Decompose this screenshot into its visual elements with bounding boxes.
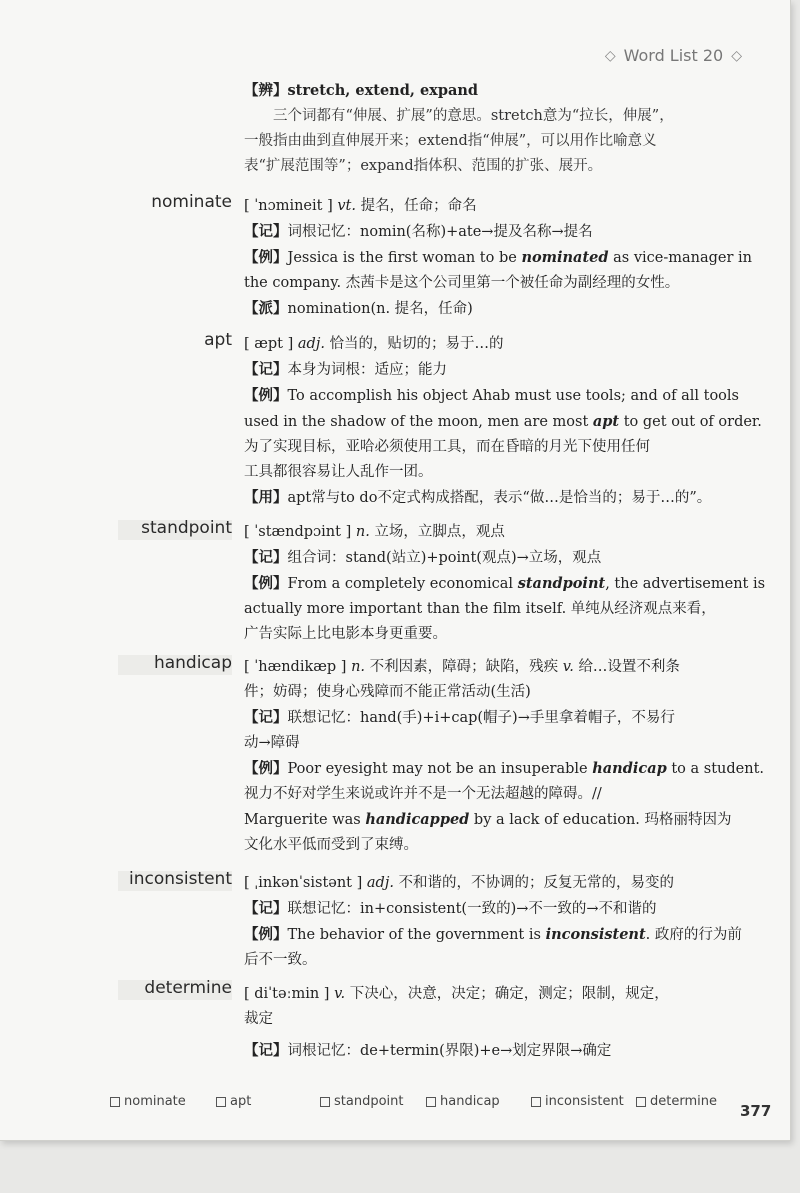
usage-note: apt常与to do不定式构成搭配，表示“做…是恰当的；易于…的”。: [287, 490, 712, 506]
checkbox-icon[interactable]: [426, 1097, 436, 1107]
memory-note: 组合词：stand(站立)+point(观点)→立场，观点: [287, 550, 602, 566]
example-keyword: nominated: [521, 249, 609, 266]
word-list-title: Word List 20: [623, 46, 724, 65]
checklist-item[interactable]: [636, 1094, 717, 1109]
memory-note: 词根记忆：nomin(名称)+ate→提及名称→提名: [287, 224, 593, 240]
checkbox-icon[interactable]: [320, 1097, 330, 1107]
checklist-item[interactable]: [426, 1094, 500, 1109]
derivative-note: nomination(n. 提名，任命): [287, 301, 473, 317]
entry-determine: [244, 982, 754, 1064]
definition: 不利因素，障碍；缺陷，残疾: [369, 659, 559, 675]
li-tag: 【例】: [244, 387, 288, 404]
definition: 件；妨碍；使身心残障而不能正常活动(生活): [244, 684, 531, 700]
bian-block: [244, 78, 754, 179]
definition: 给…设置不利条: [578, 659, 680, 675]
checklist-item[interactable]: [531, 1094, 624, 1109]
phonetic: [ diˈtəːmin ]: [244, 986, 330, 1002]
example-text: by a lack of education. 玛格丽特因为: [469, 812, 732, 828]
example-text: To accomplish his object Ahab must use tools; and of all tools: [287, 388, 739, 404]
example-translation: 视力不好对学生来说或许并不是一个无法超越的障碍。//: [244, 786, 602, 802]
example-text: to a student.: [666, 761, 765, 777]
part-of-speech: adj.: [297, 336, 325, 352]
entry-handicap: [244, 655, 765, 858]
checklist-label: handicap: [440, 1094, 500, 1109]
example-translation: 文化水平低而受到了束缚。: [244, 837, 418, 853]
li-tag: 【例】: [244, 249, 288, 266]
definition: 恰当的，贴切的；易于…的: [329, 336, 504, 352]
checklist-label: standpoint: [334, 1094, 404, 1109]
li-tag: 【例】: [244, 926, 288, 943]
part-of-speech: v.: [562, 659, 574, 675]
bian-line-2: 一般指由曲到直伸展开来；extend指“伸展”，可以用作比喻意义: [244, 133, 657, 149]
example-text: Jessica is the first woman to be: [287, 250, 522, 266]
checklist-label: nominate: [124, 1094, 186, 1109]
li-tag: 【例】: [244, 760, 288, 777]
checklist-label: apt: [230, 1094, 252, 1109]
example-text: The behavior of the government is: [287, 927, 546, 943]
example-text: as vice-manager in: [608, 250, 753, 266]
example-translation: 广告实际上比电影本身更重要。: [244, 626, 447, 642]
definition: 立场，立脚点，观点: [374, 524, 505, 540]
ji-tag: 【记】: [244, 549, 288, 566]
example-translation: 后不一致。: [244, 952, 317, 968]
headword-nominate: nominate: [151, 192, 232, 212]
ji-tag: 【记】: [244, 361, 288, 378]
bian-line-3: 表“扩展范围等”；expand指体积、范围的扩张、展开。: [244, 158, 603, 174]
checkbox-icon[interactable]: [110, 1097, 120, 1107]
headword-handicap: handicap: [153, 653, 232, 673]
bian-line-1: 三个词都有“伸展、扩展”的意思。stretch意为“拉长，伸展”，: [273, 108, 674, 124]
ji-tag: 【记】: [244, 1042, 288, 1059]
ji-tag: 【记】: [244, 223, 288, 240]
example-text: Marguerite was: [244, 812, 366, 828]
memory-note: 联想记忆：in+consistent(一致的)→不一致的→不和谐的: [287, 901, 657, 917]
example-keyword: handicapped: [365, 811, 470, 828]
page-header: [605, 46, 742, 65]
phonetic: [ æpt ]: [244, 336, 294, 352]
checkbox-icon[interactable]: [216, 1097, 226, 1107]
entry-nominate: [244, 194, 754, 322]
example-translation: 为了实现目标，亚哈必须使用工具，而在昏暗的月光下使用任何: [244, 439, 650, 455]
definition: 提名，任命；命名: [360, 198, 477, 214]
example-text: actually more important than the film itself. 单纯从经济观点来看，: [244, 601, 716, 617]
definition: 下决心，决意，决定；确定，测定；限制，规定，: [349, 986, 669, 1002]
checklist-item[interactable]: [320, 1094, 403, 1109]
headword-determine: determine: [144, 978, 232, 998]
example-text: the company. 杰茜卡是这个公司里第一个被任命为副经理的女性。: [244, 275, 680, 291]
memory-note: 本身为词根：适应；能力: [287, 362, 447, 378]
phonetic: [ ˈnɔmineit ]: [244, 198, 333, 214]
headword-standpoint: standpoint: [141, 518, 232, 538]
example-keyword: standpoint: [517, 575, 606, 592]
definition: 不和谐的，不协调的；反复无常的，易变的: [398, 875, 675, 891]
bian-tag: 【辨】: [244, 82, 288, 99]
diamond-icon-right: ◇: [731, 47, 742, 64]
phonetic: [ ˈstændpɔint ]: [244, 524, 352, 540]
li-tag: 【例】: [244, 575, 288, 592]
example-text: to get out of order.: [619, 414, 762, 430]
headword-inconsistent: inconsistent: [128, 869, 232, 889]
example-text: Poor eyesight may not be an insuperable: [287, 761, 593, 777]
example-keyword: apt: [592, 413, 620, 430]
bian-words: stretch, extend, expand: [287, 82, 479, 99]
ji-tag: 【记】: [244, 900, 288, 917]
yong-tag: 【用】: [244, 489, 288, 506]
entry-inconsistent: [244, 871, 754, 973]
example-text: used in the shadow of the moon, men are most: [244, 414, 593, 430]
checkbox-icon[interactable]: [531, 1097, 541, 1107]
memory-note: 动→障碍: [244, 735, 300, 751]
checkbox-icon[interactable]: [636, 1097, 646, 1107]
diamond-icon-left: ◇: [604, 47, 616, 64]
part-of-speech: adj.: [366, 875, 394, 891]
pai-tag: 【派】: [244, 300, 288, 317]
example-text: . 政府的行为前: [645, 927, 742, 943]
entry-standpoint: [244, 520, 766, 647]
phonetic: [ ˌinkənˈsistənt ]: [244, 875, 363, 891]
part-of-speech: vt.: [337, 198, 356, 214]
memory-note: 联想记忆：hand(手)+i+cap(帽子)→手里拿着帽子，不易行: [287, 710, 675, 726]
checklist-item[interactable]: [216, 1094, 251, 1109]
part-of-speech: n.: [351, 659, 366, 675]
checklist-label: inconsistent: [545, 1094, 624, 1109]
entry-apt: [244, 332, 762, 511]
part-of-speech: n.: [355, 524, 370, 540]
page-number: 377: [740, 1102, 772, 1120]
example-text: From a completely economical: [287, 576, 518, 592]
memory-note: 词根记忆：de+termin(界限)+e→划定界限→确定: [287, 1043, 612, 1059]
definition: 裁定: [244, 1011, 273, 1027]
ji-tag: 【记】: [244, 709, 288, 726]
example-text: , the advertisement is: [605, 576, 766, 592]
example-keyword: inconsistent: [545, 926, 646, 943]
checklist-item[interactable]: [110, 1094, 186, 1109]
example-keyword: handicap: [592, 760, 667, 777]
phonetic: [ ˈhændikæp ]: [244, 659, 347, 675]
part-of-speech: v.: [334, 986, 346, 1002]
checklist-label: determine: [650, 1094, 717, 1109]
example-translation: 工具都很容易让人乱作一团。: [244, 464, 433, 480]
headword-apt: apt: [204, 330, 232, 350]
